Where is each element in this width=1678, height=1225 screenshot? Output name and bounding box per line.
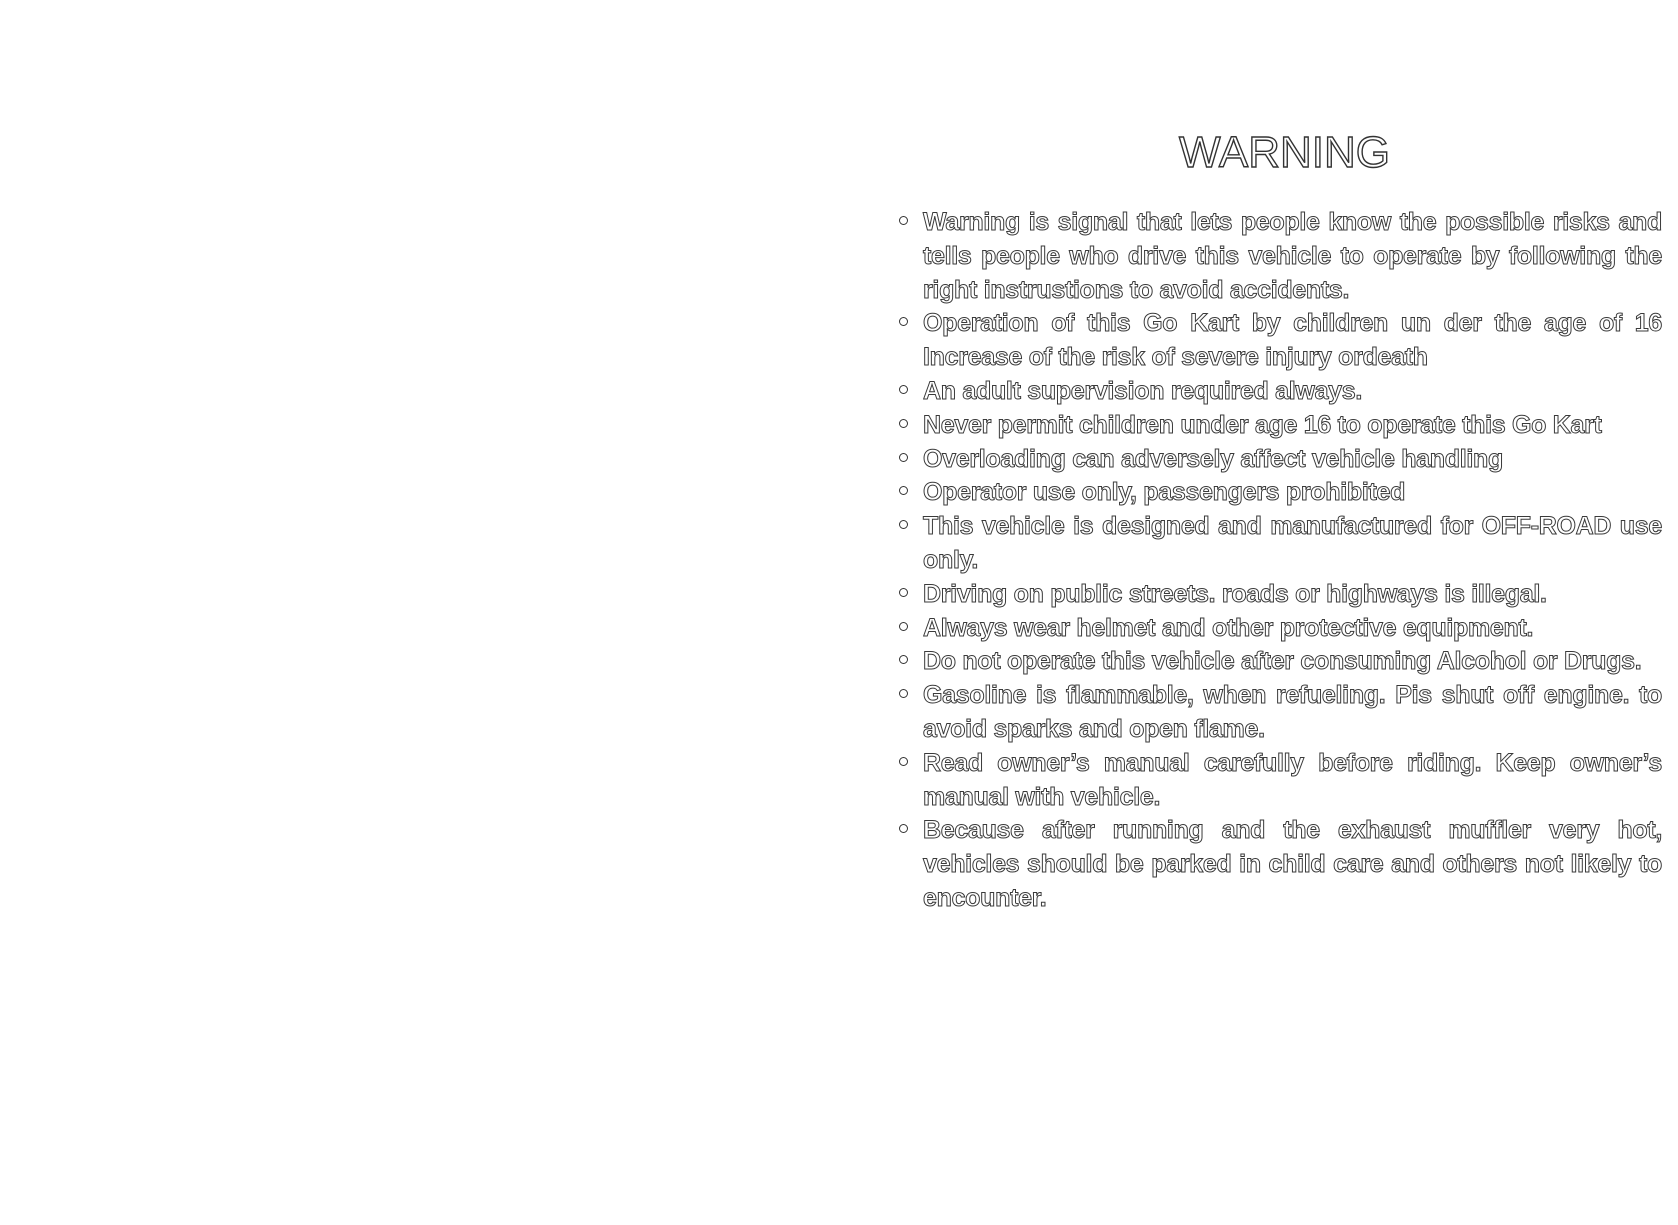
hollow-circle-bullet-icon [899, 317, 908, 326]
list-item-text: Gasoline is flammable, when refueling. Pis shut off engine. to avoid sparks and open flame. [923, 681, 1662, 743]
list-item [899, 409, 1662, 443]
list-item-text: Operation of this Go Kart by children un der the age of 16 Increase of the risk of severe injury ordeath [923, 309, 1662, 372]
warning-list [899, 206, 1662, 916]
list-item [899, 510, 1662, 578]
hollow-circle-bullet-icon [899, 689, 908, 698]
list-item [899, 679, 1662, 747]
list-item-text: Warning is signal that lets people know the possible risks and tells people who drive this vehicle to operate by following the right instrustions to avoid accidents. [923, 208, 1662, 304]
list-item-text: Overloading can adversely affect vehicle handling [923, 444, 1503, 473]
hollow-circle-bullet-icon [899, 385, 908, 394]
list-item [899, 476, 1662, 510]
list-item-text: Never permit children under age 16 to operate this Go Kart [923, 410, 1602, 439]
list-item [899, 645, 1662, 679]
list-item [899, 814, 1662, 915]
list-item-text: Driving on public streets. roads or highways is illegal. [923, 579, 1547, 608]
list-item [899, 578, 1662, 612]
list-item-text: Operator use only, passengers prohibited [923, 478, 1406, 507]
hollow-circle-bullet-icon [899, 588, 908, 597]
list-item [899, 307, 1662, 375]
hollow-circle-bullet-icon [899, 757, 908, 766]
warning-title: WARNING [1179, 128, 1391, 177]
list-item-text: This vehicle is designed and manufactured for OFF-ROAD use only. [923, 512, 1662, 574]
hollow-circle-bullet-icon [899, 486, 908, 495]
hollow-circle-bullet-icon [899, 216, 908, 225]
list-item-text: Always wear helmet and other protective equipment. [923, 613, 1534, 642]
list-item [899, 747, 1662, 815]
hollow-circle-bullet-icon [899, 520, 908, 529]
hollow-circle-bullet-icon [899, 655, 908, 664]
list-item-text: Do not operate this vehicle after consuming Alcohol or Drugs. [923, 647, 1642, 676]
list-item-text: Read owner’s manual carefully before riding. Keep owner’s manual with vehicle. [923, 748, 1662, 811]
list-item [899, 612, 1662, 646]
hollow-circle-bullet-icon [899, 419, 908, 428]
list-item-text: An adult supervision required always. [923, 376, 1363, 405]
list-item [899, 443, 1662, 477]
warning-page [839, 0, 1678, 1225]
list-item-text: Because after running and the exhaust muffler very hot, vehicles should be parked in child care and others not likely to encounter. [923, 816, 1662, 912]
list-item [899, 375, 1662, 409]
hollow-circle-bullet-icon [899, 622, 908, 631]
list-item [899, 206, 1662, 307]
hollow-circle-bullet-icon [899, 824, 908, 833]
hollow-circle-bullet-icon [899, 453, 908, 462]
